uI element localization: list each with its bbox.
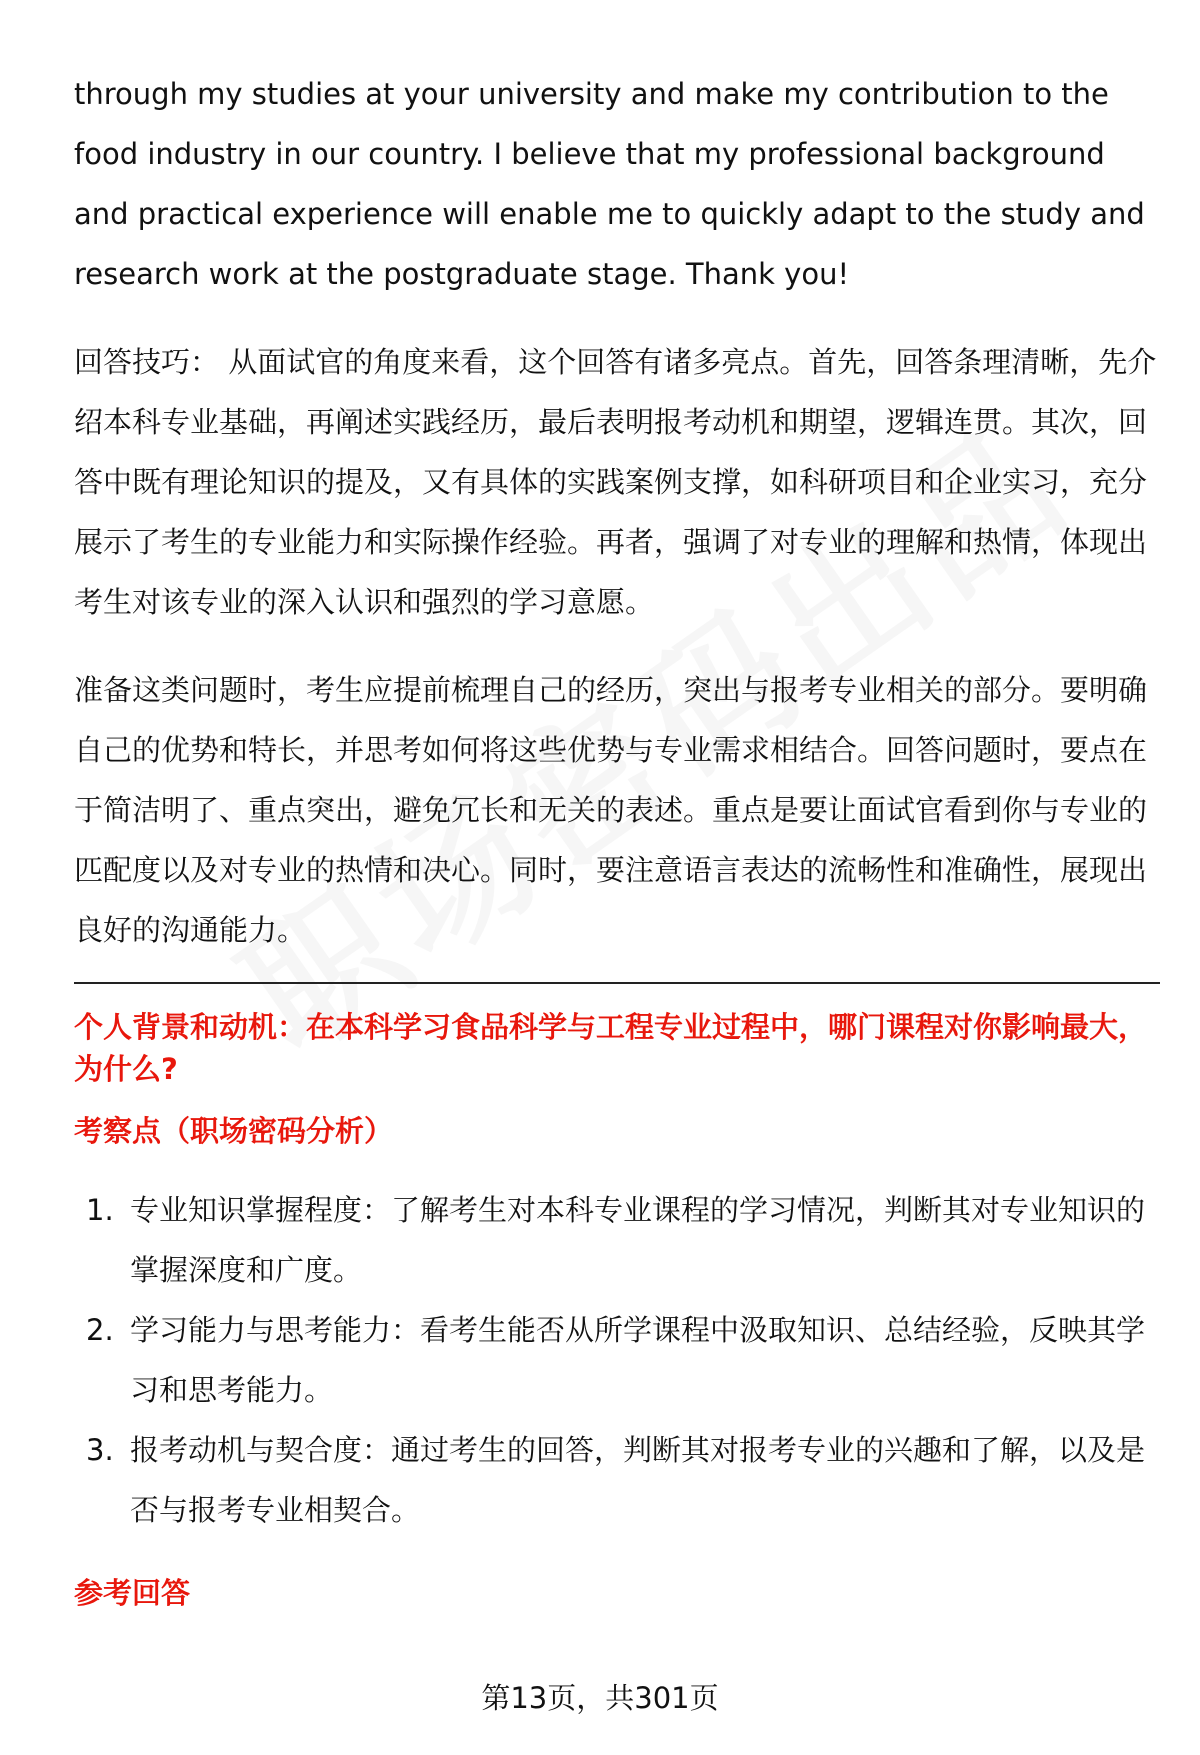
list-item-text: 报考动机与契合度：通过考生的回答，判断其对报考专业的兴趣和了解，以及是否与报考专业相契合。 — [130, 1433, 1146, 1527]
section-divider — [74, 982, 1160, 984]
list-item-number: 3. — [86, 1433, 114, 1467]
list-item-text: 学习能力与思考能力：看考生能否从所学课程中汲取知识、总结经验，反映其学习和思考能力。 — [130, 1313, 1146, 1407]
page-content — [74, 64, 1160, 1614]
page-footer: 第13页，共301页 — [481, 1681, 719, 1715]
list-item — [74, 1180, 1160, 1300]
list-item-text: 专业知识掌握程度：了解考生对本科专业课程的学习情况，判断其对专业知识的掌握深度和广度。 — [130, 1193, 1146, 1287]
list-item-number: 1. — [86, 1193, 114, 1227]
preparation-paragraph: 准备这类问题时，考生应提前梳理自己的经历，突出与报考专业相关的部分。要明确自己的优势和特长，并思考如何将这些优势与专业需求相结合。回答问题时，要点在于简洁明了、重点突出，避免冗长和无关的表述。重点是要让面试官看到你与专业的匹配度以及对专业的热情和决心。同时，要注意语言表达的流畅性和准确性，展现出良好的沟通能力。 — [74, 673, 1148, 947]
reference-answer-heading: 参考回答 — [74, 1576, 191, 1610]
exam-points-heading: 考察点（职场密码分析） — [74, 1114, 394, 1148]
exam-points-list — [74, 1180, 1160, 1540]
question-heading: 个人背景和动机：在本科学习食品科学与工程专业过程中，哪门课程对你影响最大，为什么? — [74, 1010, 1148, 1086]
list-item — [74, 1300, 1160, 1420]
english-answer-paragraph: through my studies at your university and make my contribution to the food industry in our country. I believe that my professional background and practical experience will enable me to quickly adapt to the study and research work at the postgraduate stage. Thank you! — [74, 77, 1145, 291]
list-item — [74, 1420, 1160, 1540]
list-item-number: 2. — [86, 1313, 114, 1347]
answer-tips-paragraph: 回答技巧： 从面试官的角度来看，这个回答有诸多亮点。首先，回答条理清晰，先介绍本科专业基础，再阐述实践经历，最后表明报考动机和期望，逻辑连贯。其次，回答中既有理论知识的提及，又有具体的实践案例支撑，如科研项目和企业实习，充分展示了考生的专业能力和实际操作经验。再者，强调了对专业的理解和热情，体现出考生对该专业的深入认识和强烈的学习意愿。 — [74, 345, 1157, 619]
